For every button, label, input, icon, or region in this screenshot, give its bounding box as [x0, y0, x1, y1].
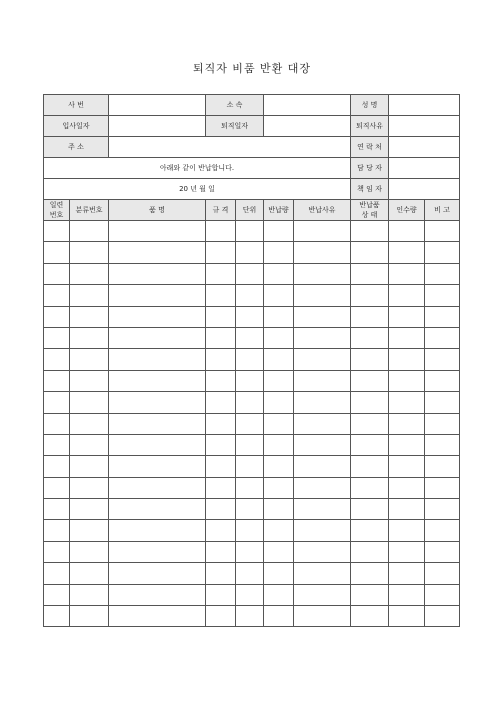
table-cell[interactable]: [351, 456, 389, 477]
table-cell[interactable]: [294, 370, 351, 391]
table-cell[interactable]: [389, 392, 425, 413]
table-cell[interactable]: [389, 456, 425, 477]
table-cell[interactable]: [294, 392, 351, 413]
table-cell[interactable]: [44, 541, 70, 562]
table-cell[interactable]: [236, 392, 264, 413]
table-cell[interactable]: [351, 370, 389, 391]
table-cell[interactable]: [351, 520, 389, 541]
table-cell[interactable]: [70, 263, 109, 284]
table-cell[interactable]: [264, 221, 294, 242]
table-cell[interactable]: [109, 306, 206, 327]
table-row: [44, 584, 460, 605]
table-cell[interactable]: [206, 606, 236, 627]
table-cell[interactable]: [206, 563, 236, 584]
table-cell[interactable]: [44, 456, 70, 477]
join-date-field[interactable]: [109, 116, 206, 137]
table-cell[interactable]: [70, 520, 109, 541]
table-cell[interactable]: [44, 285, 70, 306]
table-cell[interactable]: [425, 606, 460, 627]
table-cell[interactable]: [109, 413, 206, 434]
table-cell[interactable]: [294, 306, 351, 327]
employee-no-field[interactable]: [109, 95, 206, 116]
table-cell[interactable]: [389, 370, 425, 391]
table-cell[interactable]: [351, 477, 389, 498]
table-cell[interactable]: [44, 563, 70, 584]
table-cell[interactable]: [351, 306, 389, 327]
table-cell[interactable]: [264, 541, 294, 562]
table-cell[interactable]: [389, 520, 425, 541]
table-cell[interactable]: [206, 499, 236, 520]
table-cell[interactable]: [294, 434, 351, 455]
column-header-line: 반납량: [268, 206, 289, 214]
table-cell[interactable]: [206, 456, 236, 477]
table-cell[interactable]: [264, 285, 294, 306]
table-cell[interactable]: [70, 456, 109, 477]
table-cell[interactable]: [389, 584, 425, 605]
table-cell[interactable]: [389, 606, 425, 627]
table-cell[interactable]: [389, 563, 425, 584]
table-cell[interactable]: [236, 456, 264, 477]
address-field[interactable]: [109, 137, 351, 158]
join-date-label: 입사일자: [44, 116, 109, 137]
table-cell[interactable]: [389, 306, 425, 327]
column-header-line: 비 고: [434, 206, 450, 214]
table-cell[interactable]: [425, 541, 460, 562]
table-cell[interactable]: [109, 520, 206, 541]
table-cell[interactable]: [294, 477, 351, 498]
table-cell[interactable]: [264, 520, 294, 541]
table-cell[interactable]: [425, 349, 460, 370]
table-row: [44, 520, 460, 541]
table-cell[interactable]: [389, 349, 425, 370]
column-header: [206, 200, 236, 221]
table-cell[interactable]: [425, 456, 460, 477]
column-header: [389, 200, 425, 221]
table-cell[interactable]: [236, 306, 264, 327]
table-cell[interactable]: [206, 413, 236, 434]
table-cell[interactable]: [351, 263, 389, 284]
table-cell[interactable]: [425, 242, 460, 263]
table-cell[interactable]: [109, 499, 206, 520]
retire-reason-label: 퇴직사유: [351, 116, 389, 137]
table-cell[interactable]: [206, 541, 236, 562]
table-cell[interactable]: [264, 242, 294, 263]
table-cell[interactable]: [264, 263, 294, 284]
table-row: [44, 499, 460, 520]
table-cell[interactable]: [44, 349, 70, 370]
table-cell[interactable]: [70, 499, 109, 520]
table-cell[interactable]: [206, 285, 236, 306]
table-cell[interactable]: [351, 434, 389, 455]
table-cell[interactable]: [236, 221, 264, 242]
table-cell[interactable]: [70, 349, 109, 370]
column-header: [109, 200, 206, 221]
table-row: [44, 306, 460, 327]
table-cell[interactable]: [389, 263, 425, 284]
manager-field[interactable]: [389, 158, 460, 179]
table-cell[interactable]: [264, 306, 294, 327]
table-cell[interactable]: [351, 221, 389, 242]
table-cell[interactable]: [206, 263, 236, 284]
table-cell[interactable]: [236, 285, 264, 306]
table-cell[interactable]: [294, 327, 351, 348]
department-field[interactable]: [264, 95, 351, 116]
table-row: [44, 392, 460, 413]
responsible-label: 책 임 자: [351, 179, 389, 200]
table-cell[interactable]: [425, 563, 460, 584]
column-header: [70, 200, 109, 221]
table-cell[interactable]: [109, 221, 206, 242]
table-cell[interactable]: [44, 263, 70, 284]
retire-date-field[interactable]: [264, 116, 351, 137]
table-cell[interactable]: [70, 477, 109, 498]
column-header-line: 규 격: [212, 206, 229, 214]
table-row: [44, 541, 460, 562]
table-cell[interactable]: [44, 434, 70, 455]
table-cell[interactable]: [294, 541, 351, 562]
table-cell[interactable]: [264, 477, 294, 498]
table-cell[interactable]: [70, 221, 109, 242]
table-cell[interactable]: [44, 606, 70, 627]
table-cell[interactable]: [44, 327, 70, 348]
table-cell[interactable]: [70, 306, 109, 327]
table-cell[interactable]: [236, 499, 264, 520]
column-header: [351, 200, 389, 221]
table-row: [44, 242, 460, 263]
table-cell[interactable]: [425, 263, 460, 284]
table-cell[interactable]: [351, 242, 389, 263]
table-row: [44, 563, 460, 584]
table-cell[interactable]: [236, 349, 264, 370]
table-cell[interactable]: [351, 327, 389, 348]
table-cell[interactable]: [236, 606, 264, 627]
column-header-line: 상 태: [361, 211, 378, 219]
return-register-table: [43, 94, 460, 627]
table-cell[interactable]: [44, 477, 70, 498]
table-cell[interactable]: [236, 541, 264, 562]
page-title: 퇴직자 비품 반환 대장: [192, 62, 312, 75]
table-cell[interactable]: [206, 327, 236, 348]
table-cell[interactable]: [206, 584, 236, 605]
table-cell[interactable]: [264, 327, 294, 348]
retire-reason-field[interactable]: [389, 116, 460, 137]
table-cell[interactable]: [236, 520, 264, 541]
table-cell[interactable]: [70, 327, 109, 348]
column-header-line: 분류번호: [75, 206, 103, 214]
column-header-line: 반납품: [359, 201, 380, 209]
column-header: [236, 200, 264, 221]
table-cell[interactable]: [351, 606, 389, 627]
table-row: [44, 477, 460, 498]
employee-no-label: 사 번: [44, 95, 109, 116]
department-label: 소 속: [206, 95, 264, 116]
table-cell[interactable]: [389, 477, 425, 498]
table-cell[interactable]: [109, 392, 206, 413]
table-cell[interactable]: [109, 434, 206, 455]
table-cell[interactable]: [425, 477, 460, 498]
table-cell[interactable]: [264, 584, 294, 605]
column-header-line: 반납사유: [308, 206, 336, 214]
table-cell[interactable]: [70, 606, 109, 627]
table-cell[interactable]: [206, 306, 236, 327]
table-cell[interactable]: [389, 242, 425, 263]
table-cell[interactable]: [294, 413, 351, 434]
table-cell[interactable]: [294, 263, 351, 284]
table-cell[interactable]: [264, 434, 294, 455]
column-header: [264, 200, 294, 221]
table-cell[interactable]: [109, 477, 206, 498]
table-cell[interactable]: [389, 434, 425, 455]
table-cell[interactable]: [425, 221, 460, 242]
manager-label: 담 당 자: [351, 158, 389, 179]
table-cell[interactable]: [44, 221, 70, 242]
table-cell[interactable]: [206, 349, 236, 370]
table-cell[interactable]: [70, 434, 109, 455]
responsible-field[interactable]: [389, 179, 460, 200]
table-cell[interactable]: [351, 584, 389, 605]
table-cell[interactable]: [425, 584, 460, 605]
table-row: [44, 456, 460, 477]
table-cell[interactable]: [425, 520, 460, 541]
name-field[interactable]: [389, 95, 460, 116]
table-cell[interactable]: [44, 520, 70, 541]
column-header: [44, 200, 70, 221]
table-cell[interactable]: [389, 327, 425, 348]
column-header-line: 번호: [49, 211, 64, 219]
date-line: 20 년 월 일: [44, 179, 351, 200]
table-cell[interactable]: [236, 242, 264, 263]
table-cell[interactable]: [351, 413, 389, 434]
table-cell[interactable]: [236, 263, 264, 284]
table-cell[interactable]: [351, 392, 389, 413]
table-cell[interactable]: [109, 456, 206, 477]
column-header-line: 일련: [49, 201, 64, 209]
table-cell[interactable]: [44, 413, 70, 434]
name-label: 성 명: [351, 95, 389, 116]
table-cell[interactable]: [236, 370, 264, 391]
table-cell[interactable]: [206, 434, 236, 455]
table-cell[interactable]: [294, 285, 351, 306]
table-cell[interactable]: [264, 370, 294, 391]
table-cell[interactable]: [109, 563, 206, 584]
table-cell[interactable]: [70, 563, 109, 584]
table-cell[interactable]: [44, 370, 70, 391]
table-cell[interactable]: [389, 285, 425, 306]
column-header: [294, 200, 351, 221]
table-cell[interactable]: [206, 392, 236, 413]
retire-date-label: 퇴직일자: [206, 116, 264, 137]
column-header-line: 품 명: [149, 206, 165, 214]
table-cell[interactable]: [351, 541, 389, 562]
contact-field[interactable]: [389, 137, 460, 158]
table-cell[interactable]: [351, 349, 389, 370]
table-cell[interactable]: [264, 456, 294, 477]
table-cell[interactable]: [425, 392, 460, 413]
table-cell[interactable]: [236, 477, 264, 498]
table-row: [44, 413, 460, 434]
address-label: 주 소: [44, 137, 109, 158]
table-cell[interactable]: [70, 541, 109, 562]
table-cell[interactable]: [109, 370, 206, 391]
table-cell[interactable]: [206, 477, 236, 498]
table-cell[interactable]: [294, 606, 351, 627]
column-header: [425, 200, 460, 221]
table-cell[interactable]: [294, 499, 351, 520]
table-cell[interactable]: [109, 327, 206, 348]
table-cell[interactable]: [236, 563, 264, 584]
table-cell[interactable]: [109, 606, 206, 627]
table-cell[interactable]: [294, 520, 351, 541]
table-cell[interactable]: [206, 520, 236, 541]
table-row: [44, 606, 460, 627]
table-row: [44, 434, 460, 455]
table-cell[interactable]: [425, 434, 460, 455]
table-cell[interactable]: [109, 263, 206, 284]
table-cell[interactable]: [70, 584, 109, 605]
table-cell[interactable]: [44, 306, 70, 327]
table-cell[interactable]: [44, 584, 70, 605]
table-row: [44, 263, 460, 284]
table-row: [44, 349, 460, 370]
contact-label: 연 락 처: [351, 137, 389, 158]
table-cell[interactable]: [389, 413, 425, 434]
table-cell[interactable]: [264, 349, 294, 370]
table-cell[interactable]: [236, 434, 264, 455]
table-cell[interactable]: [351, 285, 389, 306]
table-cell[interactable]: [236, 413, 264, 434]
table-cell[interactable]: [109, 584, 206, 605]
column-header-row: [44, 200, 460, 221]
table-cell[interactable]: [425, 327, 460, 348]
table-cell[interactable]: [206, 370, 236, 391]
return-note: 아래와 같이 반납합니다.: [44, 158, 351, 179]
table-row: [44, 370, 460, 391]
table-cell[interactable]: [109, 242, 206, 263]
table-cell[interactable]: [44, 242, 70, 263]
table-cell[interactable]: [389, 541, 425, 562]
table-cell[interactable]: [206, 242, 236, 263]
table-cell[interactable]: [264, 392, 294, 413]
table-cell[interactable]: [294, 221, 351, 242]
table-cell[interactable]: [236, 584, 264, 605]
table-cell[interactable]: [206, 221, 236, 242]
table-cell[interactable]: [44, 499, 70, 520]
table-cell[interactable]: [425, 306, 460, 327]
table-cell[interactable]: [70, 413, 109, 434]
table-cell[interactable]: [264, 563, 294, 584]
column-header-line: 인수량: [396, 206, 417, 214]
column-header-line: 단위: [242, 206, 257, 214]
table-cell[interactable]: [70, 370, 109, 391]
table-cell[interactable]: [294, 456, 351, 477]
table-cell[interactable]: [425, 370, 460, 391]
table-row: [44, 285, 460, 306]
table-cell[interactable]: [109, 541, 206, 562]
table-cell[interactable]: [294, 349, 351, 370]
table-cell[interactable]: [294, 242, 351, 263]
table-cell[interactable]: [425, 285, 460, 306]
table-cell[interactable]: [264, 413, 294, 434]
table-cell[interactable]: [351, 499, 389, 520]
table-cell[interactable]: [70, 242, 109, 263]
table-row: [44, 221, 460, 242]
table-cell[interactable]: [264, 606, 294, 627]
table-cell[interactable]: [109, 349, 206, 370]
table-cell[interactable]: [44, 392, 70, 413]
table-cell[interactable]: [70, 392, 109, 413]
table-cell[interactable]: [389, 221, 425, 242]
table-cell[interactable]: [351, 563, 389, 584]
table-cell[interactable]: [425, 413, 460, 434]
table-row: [44, 327, 460, 348]
table-cell[interactable]: [109, 285, 206, 306]
table-cell[interactable]: [389, 499, 425, 520]
table-cell[interactable]: [236, 327, 264, 348]
table-cell[interactable]: [264, 499, 294, 520]
table-cell[interactable]: [70, 285, 109, 306]
table-cell[interactable]: [294, 563, 351, 584]
table-cell[interactable]: [294, 584, 351, 605]
table-cell[interactable]: [425, 499, 460, 520]
